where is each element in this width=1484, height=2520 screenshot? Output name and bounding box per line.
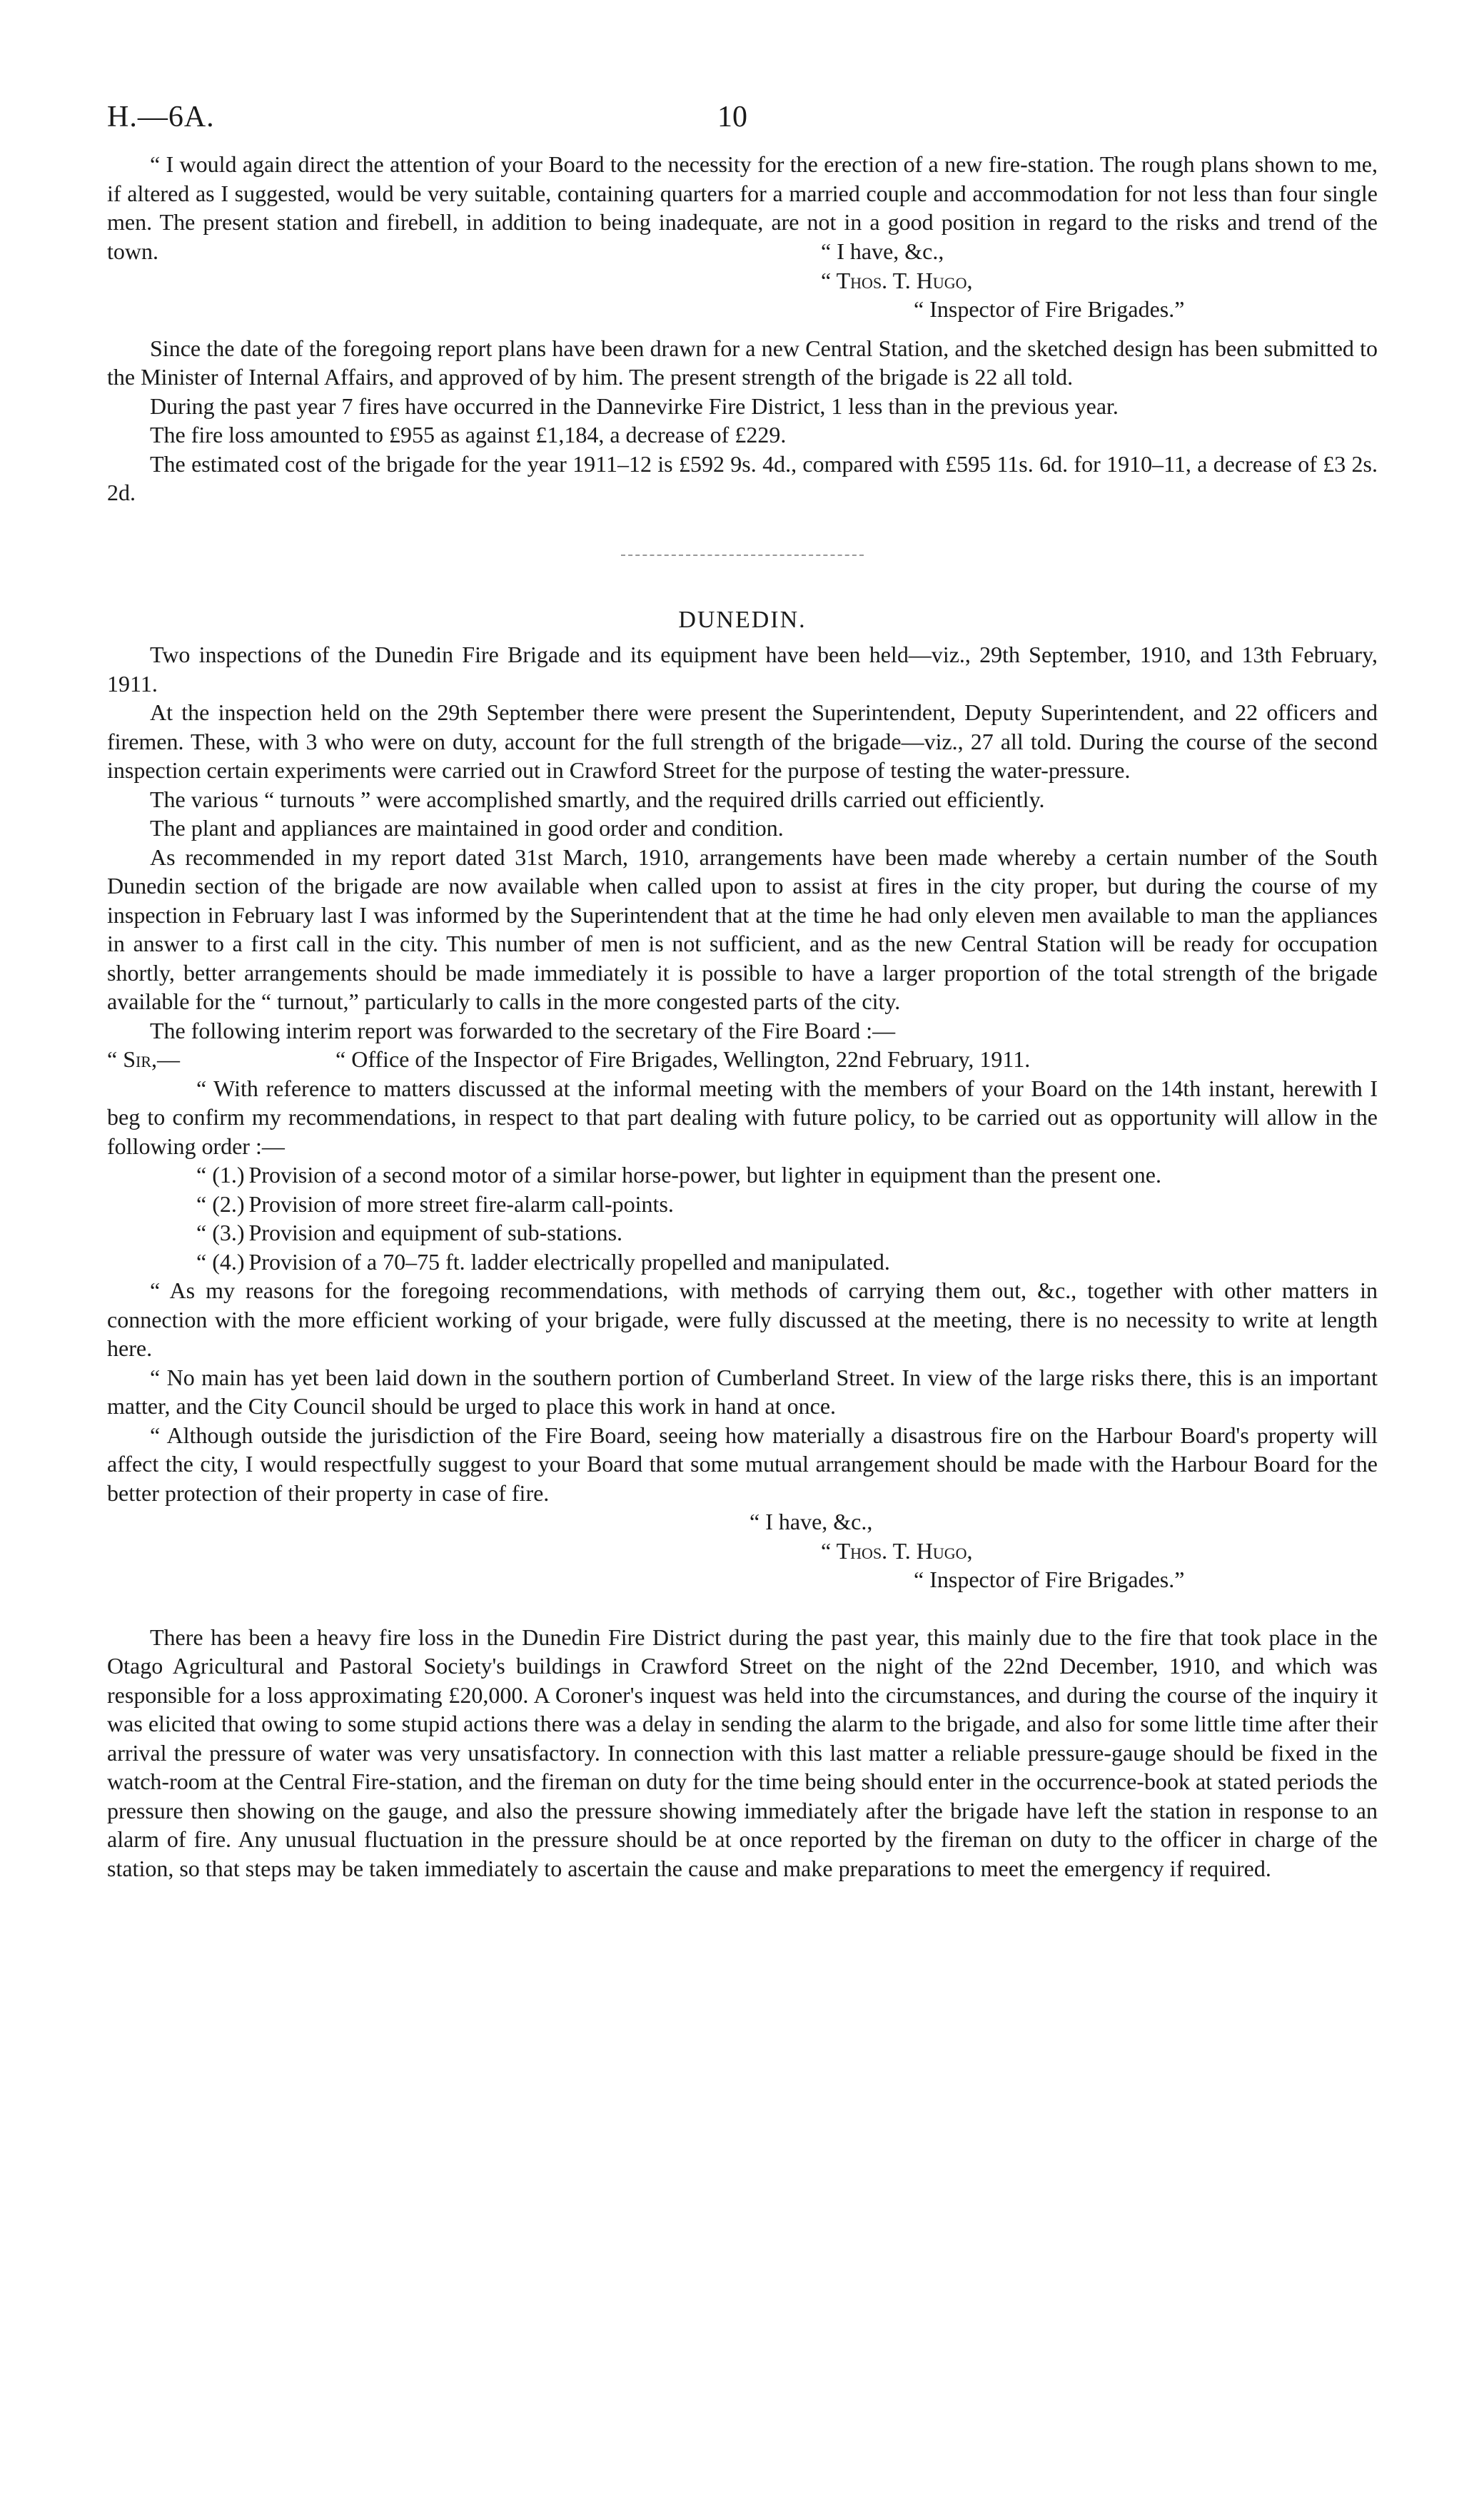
list-item-text: Provision and equipment of sub-stations.: [248, 1220, 623, 1245]
dunedin-paragraph: The following interim report was forwarded to the secretary of the Fire Board :—: [150, 1017, 896, 1043]
dannevirke-signature-title: “ Inspector of Fire Brigades.”: [914, 296, 1185, 322]
page-number: 10: [717, 101, 747, 133]
dunedin-signature: [107, 1507, 1378, 1594]
recommendations-list: [107, 1160, 1378, 1276]
dunedin-closing-paragraph: There has been a heavy fire loss in the Dunedin Fire District during the past year, this mainly due to the fire that took place in the Otago Agricultural and Pastoral Society's buildings in Crawford Street on the night of the 22nd December, 1910, and which was responsible for a loss approximating £20,000. A Coroner's inquest was held into the circumstances, and during the course of the inquiry it was elicited that owing to some stupid actions there was a delay in sending the alarm to the brigade, and also for some little time after their arrival the pressure of water was very unsatisfactory. In connection with this last matter a reliable pressure-gauge should be fixed in the watch-room at the Central Fire-station, and the fireman on duty for the time being should enter in the occurrence-book at stated periods the pressure then showing on the gauge, and also the pressure showing immediately after the brigade have left the station in response to an alarm of fire. Any unusual fluctuation in the pressure should be at once reported by the fireman on duty to the officer in charge of the station, so that steps may be taken immediately to ascertain the cause and make preparations to meet the emergency if required.: [107, 1624, 1378, 1881]
list-item-number: “ (3.): [196, 1220, 245, 1245]
dunedin-signature-title: “ Inspector of Fire Brigades.”: [914, 1567, 1185, 1592]
dannevirke-paragraph: The fire loss amounted to £955 as against £1,184, a decrease of £229.: [150, 422, 787, 447]
dannevirke-closing: “ I have, &c.,: [821, 238, 944, 264]
document-code: H.—6A.: [107, 101, 215, 133]
letter-heading: [107, 1045, 1378, 1074]
list-item-number: “ (2.): [196, 1190, 245, 1217]
letter-opening: “ With reference to matters discussed at the informal meeting with the members of your Board on the 14th instant, herewith I beg to confirm my recommendations, in respect to that part dealing with future policy, to be carried out as opportunity will allow in the following order :—: [107, 1075, 1378, 1159]
dunedin-paragraph: As recommended in my report dated 31st March, 1910, arrangements have been made whereby a certain number of the South Dunedin section of the brigade are now available when called upon to assist at fires in the city proper, but during the course of my inspection in February last I was informed by the Superintendent that at the time he had only eleven men available to man the appliances in answer to a first call in the city. This number of men is not sufficient, and as the new Central Station will be ready for occupation shortly, better arrangements should be made immediately it is possible to have a larger proportion of the total strength of the brigade available for the “ turnout,” particularly to calls in the more congested parts of the city.: [107, 844, 1378, 1014]
letter-address: “ Office of the Inspector of Fire Brigades, Wellington, 22nd February, 1911.: [335, 1046, 1031, 1072]
dunedin-paragraph: The various “ turnouts ” were accomplished smartly, and the required drills carried out efficiently.: [150, 786, 1045, 812]
list-item-number: “ (1.): [196, 1162, 245, 1188]
letter-salutation: “ Sir,—: [107, 1046, 180, 1072]
list-item: [107, 1218, 1378, 1248]
dunedin-paragraph: At the inspection held on the 29th September there were present the Superintendent, Deputy Superintendent, and 22 officers and firemen. These, with 3 who were on duty, account for the full strength of the brigade—viz., 27 all told. During the course of the second inspection certain experiments were carried out in Crawford Street for the purpose of testing the water-pressure.: [107, 699, 1378, 783]
dannevirke-signature: [107, 237, 1378, 324]
list-item: [107, 1160, 1378, 1190]
page-header: [107, 100, 1378, 150]
document-body: [107, 150, 1378, 1883]
dunedin-closing: “ I have, &c.,: [749, 1509, 873, 1534]
list-item-text: Provision of a 70–75 ft. ladder electrically propelled and manipulated.: [248, 1248, 890, 1275]
letter-final-paragraph: “ Although outside the jurisdiction of the Fire Board, seeing how materially a disastrous fire on the Harbour Board's property will affect the city, I would respectfully suggest to your Board that some mutual arrangement should be made with the Harbour Board for the better protection of their property in case of fire.: [107, 1422, 1378, 1506]
list-item: [107, 1190, 1378, 1219]
dannevirke-paragraph: During the past year 7 fires have occurred in the Dannevirke Fire District, 1 less than in the previous year.: [150, 393, 1119, 419]
letter-paragraph: “ As my reasons for the foregoing recommendations, with methods of carrying them out, &c., together with other matters in connection with the more efficient working of your brigade, were fully discussed at the meeting, there is no necessity to write at length here.: [107, 1277, 1378, 1361]
list-item-text: Provision of more street fire-alarm call-points.: [248, 1190, 674, 1217]
dannevirke-paragraph: The estimated cost of the brigade for the year 1911–12 is £592 9s. 4d., compared with £595 11s. 6d. for 1910–11, a decrease of £3 2s. 2d.: [107, 450, 1378, 505]
dunedin-paragraph: The plant and appliances are maintained in good order and condition.: [150, 815, 784, 841]
dunedin-signature-name: “ Thos. T. Hugo,: [821, 1537, 973, 1564]
list-item-number: “ (4.): [196, 1248, 245, 1275]
document-page: [107, 100, 1378, 1883]
list-item: [107, 1248, 1378, 1277]
dannevirke-paragraph: Since the date of the foregoing report plans have been drawn for a new Central Station, and the sketched design has been submitted to the Minister of Internal Affairs, and approved of by him. The present strength of the brigade is 22 all told.: [107, 335, 1378, 390]
dunedin-paragraph: Two inspections of the Dunedin Fire Brigade and its equipment have been held—viz., 29th September, 1910, and 13th February, 1911.: [107, 642, 1378, 697]
letter-paragraph: “ No main has yet been laid down in the southern portion of Cumberland Street. In view of the large risks there, this is an important matter, and the City Council should be urged to place this work in hand at once.: [107, 1364, 1378, 1419]
dannevirke-signature-name: “ Thos. T. Hugo,: [821, 267, 973, 293]
section-title-dunedin: DUNEDIN.: [678, 606, 807, 633]
list-item-text: Provision of a second motor of a similar horse-power, but lighter in equipment than the present one.: [248, 1162, 1161, 1188]
section-divider: [621, 555, 864, 556]
dannevirke-letter-paragraph: “ I would again direct the attention of your Board to the necessity for the erection of a new fire-station. The rough plans shown to me, if altered as I suggested, would be very suitable, containing quarters for a married couple and accommodation for not less than four single men. The present station and firebell, in addition to being inadequate, are not in a good position in regard to the risks and trend of the town.: [107, 151, 1378, 264]
